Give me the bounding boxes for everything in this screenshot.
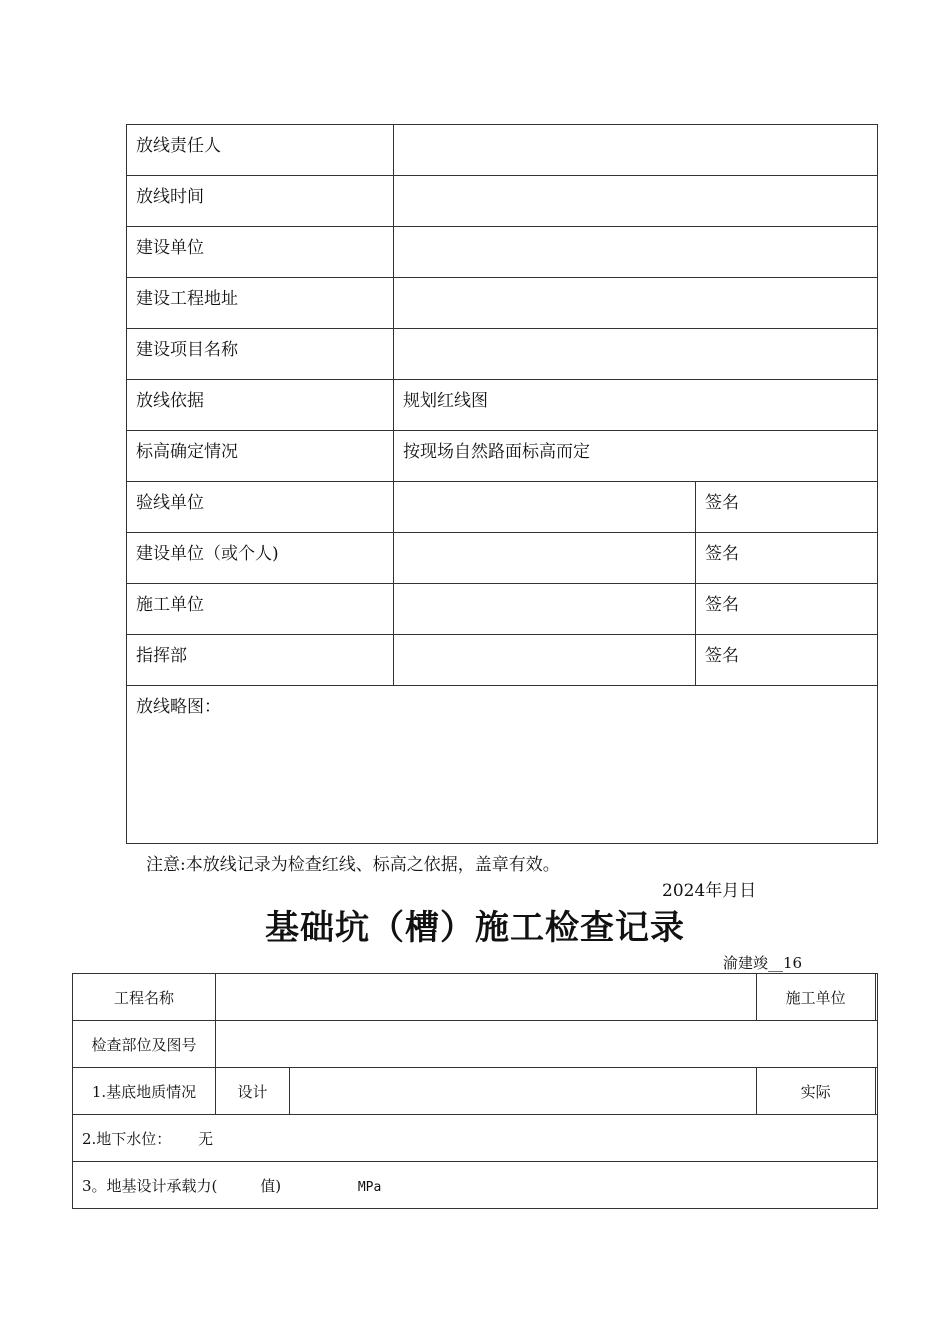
page-title: 基础坑（槽）施工检查记录: [265, 908, 685, 948]
bearing-row: [73, 1162, 878, 1209]
signature-cell[interactable]: 签名: [696, 533, 878, 584]
row-label: 施工单位: [127, 584, 394, 635]
design-field[interactable]: [290, 1068, 757, 1115]
row-label: 放线依据: [127, 380, 394, 431]
row-value[interactable]: 按现场自然路面标高而定: [394, 431, 878, 482]
signature-cell[interactable]: 签名: [696, 584, 878, 635]
row-label: 建设单位（或个人): [127, 533, 394, 584]
groundwater-value: 无: [198, 1129, 214, 1148]
row-value[interactable]: [394, 329, 878, 380]
signature-cell[interactable]: 签名: [696, 482, 878, 533]
sign-row: [127, 482, 878, 533]
sign-row: [127, 635, 878, 686]
bearing-value-label: 值): [260, 1176, 282, 1195]
row-value[interactable]: [394, 584, 696, 635]
table-row: [127, 329, 878, 380]
sketch-label: 放线略图：: [136, 697, 221, 717]
row-value[interactable]: [394, 482, 696, 533]
form-code: 渝建竣__16: [723, 954, 803, 972]
project-name-label: 工程名称: [73, 974, 216, 1021]
row-label: 放线责任人: [127, 125, 394, 176]
row-label: 建设项目名称: [127, 329, 394, 380]
row-label: 建设工程地址: [127, 278, 394, 329]
design-label: 设计: [216, 1068, 290, 1115]
bearing-label: 3。地基设计承载力(: [82, 1176, 218, 1195]
construction-unit-field[interactable]: [875, 974, 877, 1021]
table-row: [73, 1162, 878, 1209]
row-value[interactable]: [394, 278, 878, 329]
table-row: [73, 1068, 878, 1115]
row-label: 放线时间: [127, 176, 394, 227]
actual-field[interactable]: [875, 1068, 877, 1115]
signature-cell[interactable]: 签名: [696, 635, 878, 686]
row-value[interactable]: [394, 635, 696, 686]
row-value[interactable]: 规划红线图: [394, 380, 878, 431]
inspection-part-label: 检查部位及图号: [73, 1021, 216, 1068]
row-label: 指挥部: [127, 635, 394, 686]
table-row: [73, 974, 878, 1021]
actual-label: 实际: [756, 1068, 875, 1115]
row-label: 标高确定情况: [127, 431, 394, 482]
project-name-field[interactable]: [216, 974, 757, 1021]
row-value[interactable]: [394, 533, 696, 584]
table-row: [127, 227, 878, 278]
table-row: [127, 380, 878, 431]
inspection-part-field[interactable]: [216, 1021, 878, 1068]
date-line: 2024年月日: [662, 881, 757, 901]
groundwater-row: [73, 1115, 878, 1162]
row-label: 建设单位: [127, 227, 394, 278]
groundwater-label: 2.地下水位：: [82, 1129, 172, 1148]
note-text: 注意:本放线记录为检查红线、标高之依据，盖章有效。: [146, 855, 560, 875]
sketch-area[interactable]: [127, 686, 878, 844]
geology-label: 1.基底地质情况: [73, 1068, 216, 1115]
construction-unit-label: 施工单位: [756, 974, 875, 1021]
sign-row: [127, 584, 878, 635]
row-value[interactable]: [394, 176, 878, 227]
bearing-unit: MPa: [357, 1179, 382, 1195]
sketch-row: [127, 686, 878, 844]
row-value[interactable]: [394, 125, 878, 176]
stakeout-record-table: [126, 124, 878, 844]
row-value[interactable]: [394, 227, 878, 278]
table-row: [73, 1115, 878, 1162]
inspection-table: [72, 973, 878, 1209]
table-row: [127, 431, 878, 482]
table-row: [73, 1021, 878, 1068]
table-row: [127, 278, 878, 329]
row-label: 验线单位: [127, 482, 394, 533]
table-row: [127, 176, 878, 227]
table-row: [127, 125, 878, 176]
sign-row: [127, 533, 878, 584]
